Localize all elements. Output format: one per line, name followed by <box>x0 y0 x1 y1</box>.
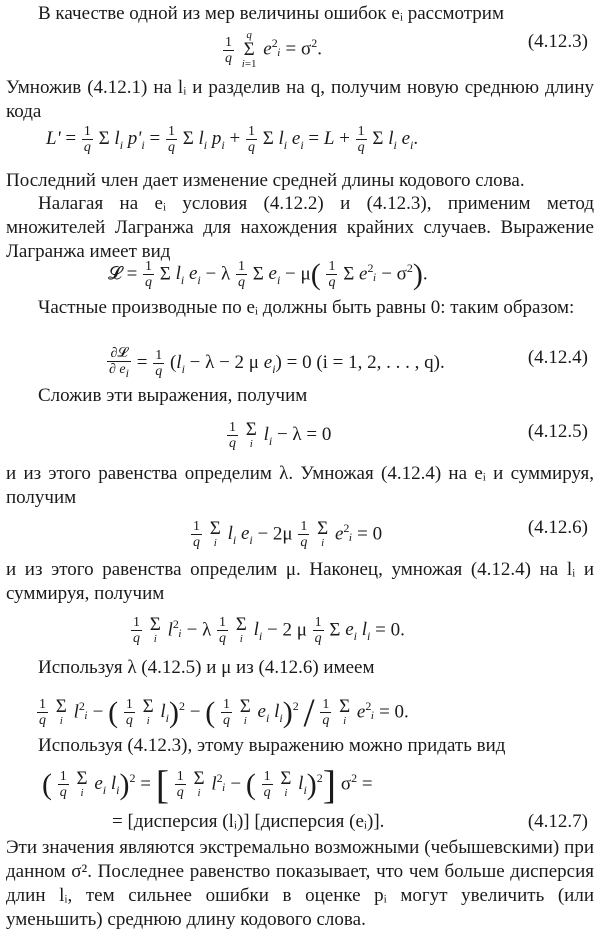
paragraph-lambda: и из этого равенства определим λ. Умножая (4.12.4) на eᵢ и суммируя, получим <box>6 463 594 508</box>
equation-lagrangian: 𝓛 = $\frac{1}{q}$ Σ $l_i$ $e_i - \lambda$ $\frac{1}{q}$ Σ $e_i - \mu$( $\frac{1}{q}$ Σ $e^2ᵢ - \sigma^2$). <box>108 257 428 291</box>
equation-number: (4.12.5) <box>527 421 588 442</box>
equation-4-12-3: $\frac{1}{q}$ q Σ i=1 $e^2ᵢ = \sigma^2$. (4.12.3) <box>225 29 588 70</box>
equation-number: (4.12.7) <box>527 811 588 832</box>
paragraph-lagrange: Налагая на eᵢ условия (4.12.2) и (4.12.3), применим метод множителей Лагранжа для нахождения крайних случаев. Выражение Лагранжа имеет вид <box>6 193 594 262</box>
paragraph-using-4-12-3: Используя (4.12.3), этому выражению можно придать вид <box>38 735 506 756</box>
paragraph-partial: Частные производные по eᵢ должны быть равны 0: таким образом: <box>38 297 575 318</box>
equation-number: (4.12.4) <box>527 347 588 368</box>
equation-4-12-5: $\frac{1}{q}$ Σ i $l_i - \lambda = 0$ (4.12.5) <box>229 419 588 451</box>
paragraph-multiply: Умножив (4.12.1) на lᵢ и разделив на q, получим новую среднюю длину кода <box>6 77 594 122</box>
equation-new-length: L' = $\frac{1}{q}$ Σ $l_i$ $p'_i$ = $\frac{1}{q}$ Σ $l_i$ $p_i$ + $\frac{1}{q}$ Σ $l_i$ $e_i = L$ + $\frac{1}{q}$ Σ $l_i$ $e_i$. <box>46 124 419 155</box>
equation-4-12-6: $\frac{1}{q}$ Σ i $l_i$ $e_i - 2\mu$ $\frac{1}{q}$ Σ i $e^2ᵢ = 0$ (4.12.6) <box>193 517 588 551</box>
equation-summed: $\frac{1}{q}$ Σ i $l^2ᵢ - \lambda$ $\frac{1}{q}$ Σ i $l_i - 2$ μ $\frac{1}{q}$ Σ $e_i$ $l_i = 0$. <box>133 614 405 647</box>
equation-4-12-4: $\frac{\text{∂𝓛}}{\partial e_i}$ = $\frac{1}{q}$ ($l_i - \lambda - 2$ μ $e_i) = 0$ (i = 1, 2, . . . , q). (4.12.4) <box>109 346 588 380</box>
paragraph-mu: и из этого равенства определим μ. Наконец, умножая (4.12.4) на lᵢ и суммируя, получим <box>6 559 594 604</box>
paragraph-conclusion: Эти значения являются экстремально возможными (чебышевскими) при данном σ². Последнее равенство показывает, что чем больше дисперсия длин lᵢ, тем сильнее ошибки в оценке pᵢ могут увеличить (или уменьшить) среднюю длину кодового слова. <box>6 837 594 930</box>
equation-4-12-7: = [дисперсия (lᵢ)] [дисперсия (eᵢ)]. (4.12.7) <box>112 811 588 832</box>
equation-number: (4.12.6) <box>527 517 588 538</box>
equation-combined: $\frac{1}{q}$ Σ i $l^2ᵢ$ − ( $\frac{1}{q}$ Σ i $l_i)^2$ − ( $\frac{1}{q}$ Σ i $e_i$ $l_i)^2$ / $\frac{1}{q}$ Σ i $e^2ᵢ = 0$. <box>39 689 409 735</box>
paragraph-last-term: Последний член дает изменение средней длины кодового слова. <box>6 170 525 191</box>
paragraph-using-lambda-mu: Используя λ (4.12.5) и μ из (4.12.6) имеем <box>38 657 375 678</box>
equation-variance-form: ( $\frac{1}{q}$ Σ i $e_i$ $l_i)^2$ = [ $\frac{1}{q}$ Σ i $l^2ᵢ$ − ( $\frac{1}{q}$ Σ i $l_i)^2$] $\sigma^2$ = <box>42 761 373 807</box>
equation-number: (4.12.3) <box>527 31 588 52</box>
paragraph-sum: Сложив эти выражения, получим <box>38 385 308 406</box>
paragraph-intro: В качестве одной из мер величины ошибок eᵢ рассмотрим <box>38 3 505 24</box>
